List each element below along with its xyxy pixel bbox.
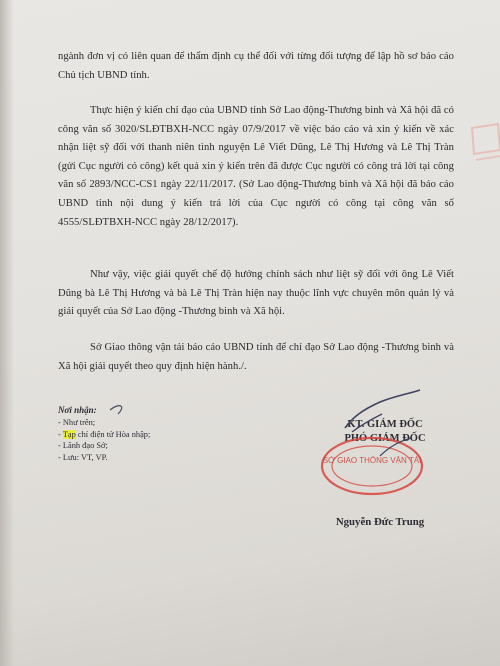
recipient-item: - Như trên; [58, 417, 96, 427]
recipient-item: - Lưu: VT, VP. [58, 453, 108, 463]
recipients-heading: Nơi nhận: [58, 405, 97, 415]
page-shadow [0, 0, 14, 666]
handwritten-signature [90, 380, 490, 530]
paragraph-2: Thực hiện ý kiến chỉ đạo của UBND tỉnh Sở Lao động-Thương binh và Xã hội đã có công văn số 3020/SLĐTBXH-NCC ngày 07/9/2017 về việc báo cáo và xin ý kiến về xác nhận liệt sỹ đối với thanh niên tình nguyện Lê Viết Dũng, Lê Thị Hương và Lê Thị Tràn (gửi Cục người có công) kết quả xin ý kiến trên đã được Cục người có công trả lời tại công văn số 2893/NCC-CS1 ngày 22/11/2017. (Sở Lao động-Thương binh và Xã hội đã báo cáo UBND tỉnh nội dung ý kiến trả lời của Cục người có công tại công văn số 4555/SLĐTBXH-NCC ngày 28/12/2017). [58, 105, 454, 228]
recipient-item-rest: chí điện tử Hòa nhập; [75, 429, 151, 439]
recipient-item: - Lãnh đạo Sở; [58, 441, 108, 451]
seal-lettering: SỞ GIAO THÔNG VẬN TẢI [322, 456, 422, 465]
paragraph-4: Sở Giao thông vận tải báo cáo UBND tỉnh để chỉ đạo Sở Lao động -Thương binh và Xã hội giải quyết theo quy định hiện hành./. [58, 342, 454, 372]
paragraph-1: ngành đơn vị có liên quan để thẩm định cụ thể đối với từng đối tượng để lập hồ sơ báo cáo Chủ tịch UBND tỉnh. [58, 51, 454, 81]
signer-name: Nguyễn Đức Trung [335, 516, 425, 528]
highlighted-word: Tạp [62, 429, 76, 439]
signature-title-line2: PHÓ GIÁM ĐỐC [344, 433, 426, 444]
paragraph-3: Như vậy, việc giải quyết chế độ hưởng chính sách như liệt sỹ đối với ông Lê Viết Dũng bà Lê Thị Hương và bà Lê Thị Tràn hiện nay thuộc lĩnh vực chuyên môn quản lý và giải quyết của Sở Lao động -Thương binh và Xã hội. [58, 269, 454, 318]
corner-stamp-mark [462, 120, 500, 180]
signature-title-line1: KT. GIÁM ĐỐC [347, 419, 423, 430]
recipient-dash: - [58, 429, 61, 439]
